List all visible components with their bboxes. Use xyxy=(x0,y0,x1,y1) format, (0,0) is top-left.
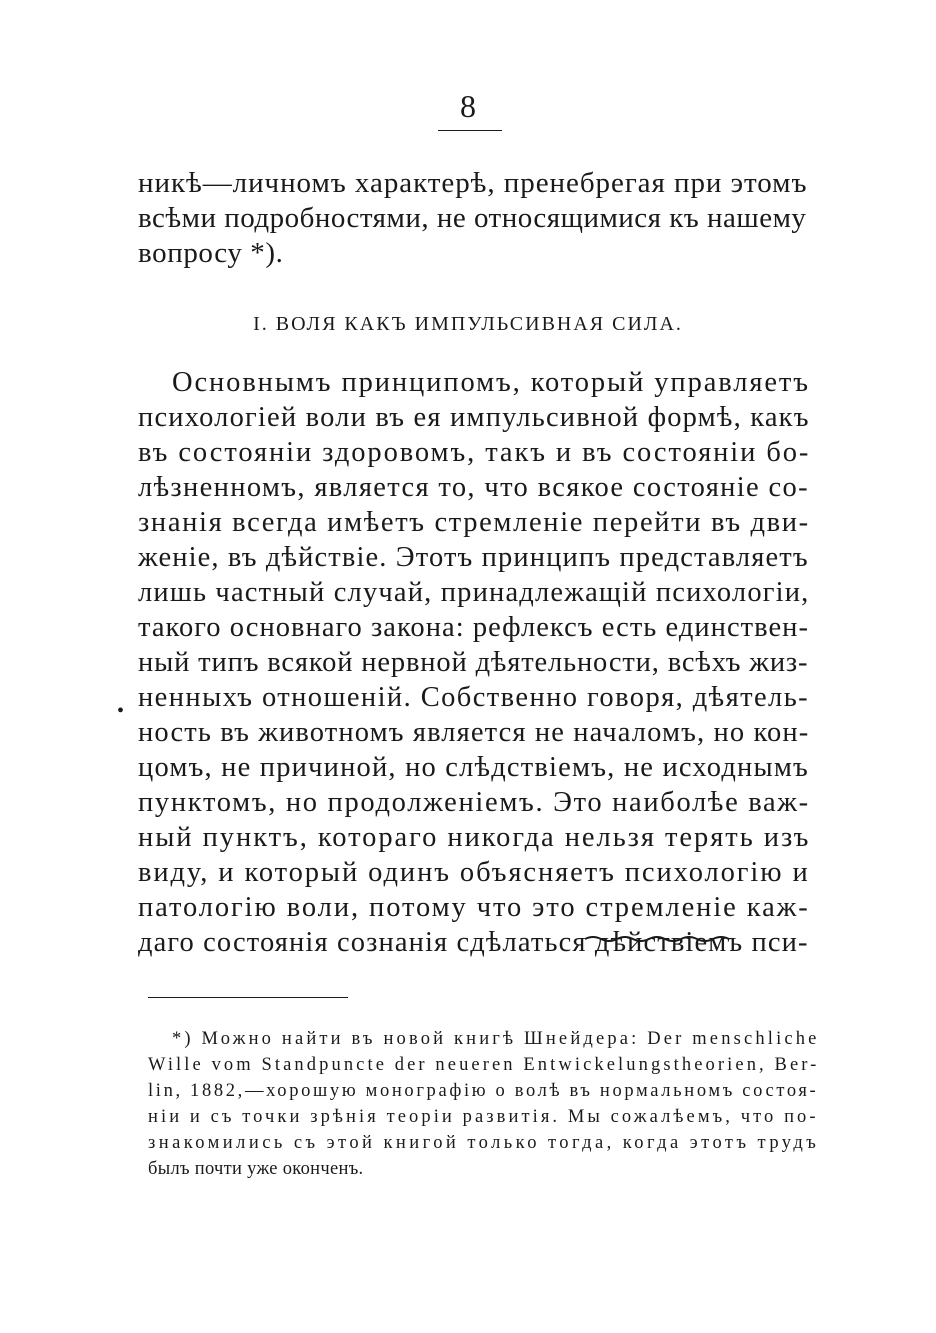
footnote-line: Wille vom Standpuncte der neueren Entwickelungstheorien, Ber- xyxy=(148,1055,820,1075)
paragraph-line: ный пунктъ, котораго никогда нельзя терять изъ xyxy=(138,822,811,853)
continuation-line: вопросу *). xyxy=(138,237,284,269)
paragraph-line: знанія всегда имѣетъ стремленіе перейти въ дви- xyxy=(138,507,810,538)
paragraph-line: ненныхъ отношеній. Собственно говоря, дѣятель- xyxy=(138,682,810,713)
page-number-rule xyxy=(438,130,502,131)
footnote-rule xyxy=(148,997,348,998)
paragraph-line: патологію воли, потому что это стремленіе каж- xyxy=(138,892,810,923)
paragraph-line: цомъ, не причиной, но слѣдствіемъ, не исходнымъ xyxy=(138,752,809,783)
paragraph-line: женіе, въ дѣйствіе. Этотъ принципъ представляетъ xyxy=(138,542,809,573)
continuation-line: всѣми подробностями, не относящимися къ нашему xyxy=(138,202,807,234)
paragraph-line: виду, и который одинъ объясняетъ психологію и xyxy=(138,857,810,888)
paragraph-line: въ состояніи здоровомъ, такъ и въ состояніи бо- xyxy=(138,437,811,468)
paragraph-line: психологіей воли въ ея импульсивной формѣ, какъ xyxy=(138,402,810,433)
footnote-line: былъ почти уже оконченъ. xyxy=(148,1159,364,1179)
margin-dot: • xyxy=(117,700,125,722)
section-heading: I. ВОЛЯ КАКЪ ИМПУЛЬСИВНАЯ СИЛА. xyxy=(253,313,683,335)
footnote-line: lin, 1882,—хорошую монографію о волѣ въ нормальномъ состоя- xyxy=(148,1081,819,1101)
paragraph-line: пунктомъ, но продолженіемъ. Это наиболѣе важ- xyxy=(138,787,810,818)
paragraph-line: ность въ животномъ является не началомъ, но кон- xyxy=(138,717,810,748)
paragraph-line: ный типъ всякой нервной дѣятельности, всѣхъ жиз- xyxy=(138,647,809,678)
footnote-line: ніи и съ точки зрѣнія теоріи развитія. Мы сожалѣемъ, что по- xyxy=(148,1107,819,1127)
paragraph-line: даго состоянія сознанія сдѣлаться дѣйствіемъ пси- xyxy=(138,927,809,958)
pen-underline-mark xyxy=(583,933,733,943)
paragraph-line: такого основнаго закона: рефлексъ есть единствен- xyxy=(138,612,809,643)
footnote-line: знакомились съ этой книгой только тогда, когда этотъ трудъ xyxy=(148,1133,820,1153)
page-number: 8 xyxy=(460,88,476,124)
paragraph-line: лѣзненномъ, является то, что всякое состояніе со- xyxy=(138,472,809,503)
footnote-line: *) Можно найти въ новой книгѣ Шнейдера: Der menschliche xyxy=(172,1029,820,1049)
continuation-line: никѣ—личномъ характерѣ, пренебрегая при этомъ xyxy=(138,167,808,199)
paragraph-line: Основнымъ принципомъ, который управляетъ xyxy=(172,367,810,398)
paragraph-line: лишь частный случай, принадлежащій психологіи, xyxy=(138,577,810,608)
